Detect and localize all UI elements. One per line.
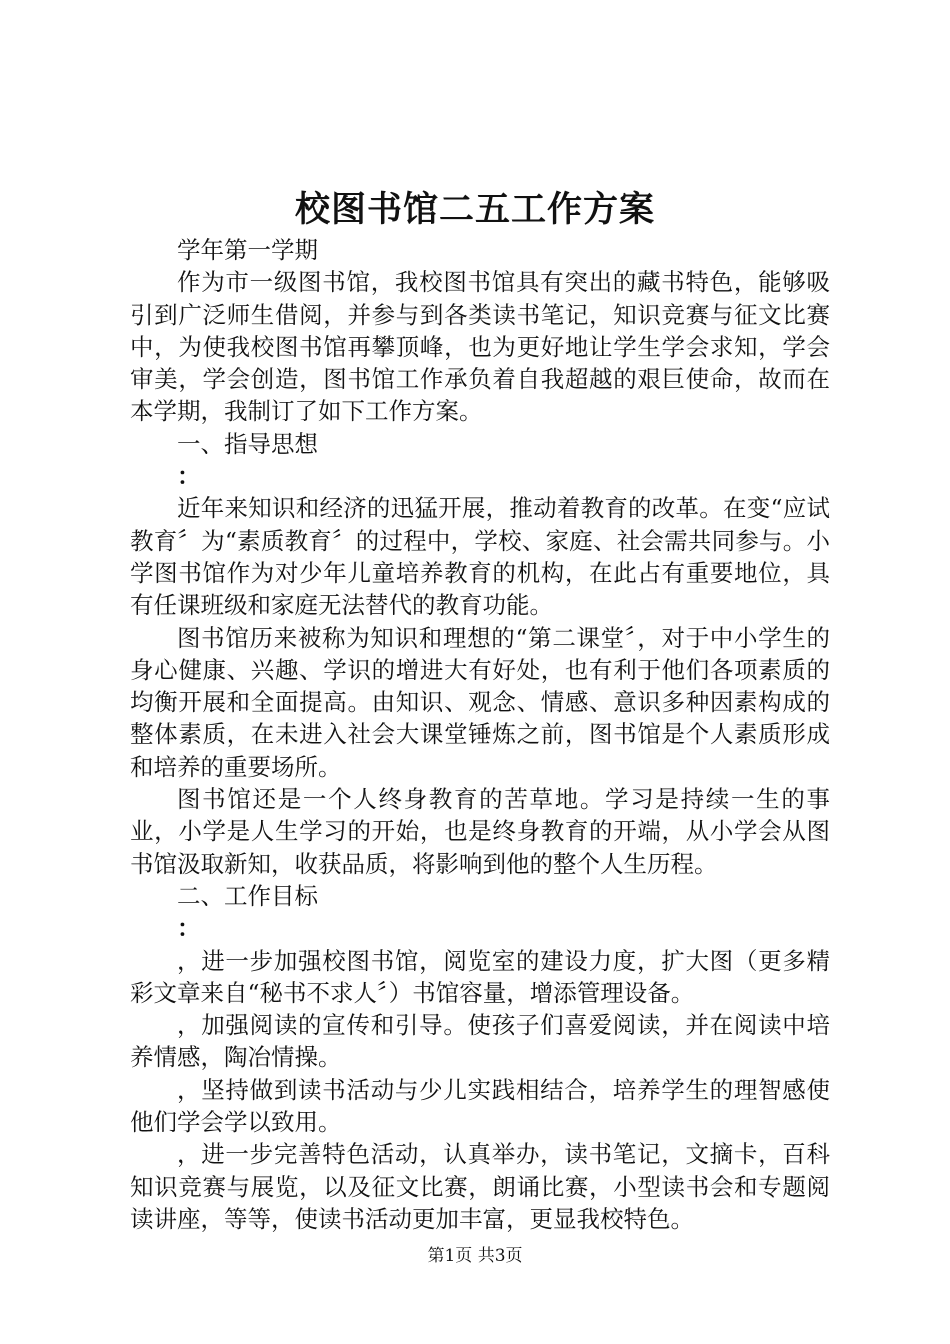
section-heading-work-goals: 二、工作目标: [177, 881, 318, 910]
paragraph-semester: 学年第一学期: [177, 236, 318, 264]
goal-item: ，坚持做到读书活动与少儿实践相结合，培养学生的理智感使他们学会学以致用。: [130, 1075, 830, 1137]
section-heading-guiding-ideology: 一、指导思想: [177, 429, 318, 458]
section-colon: ：: [177, 914, 201, 943]
paragraph-second-classroom: 图书馆历来被称为知识和理想的“第二课堂〞，对于中小学生的身心健康、兴趣、学识的增进大有好处，也有利于他们各项素质的均衡开展和全面提高。由知识、观念、情感、意识多种因素构成的整体素质，在未进入社会大课堂锤炼之前，图书馆是个人素质形成和培养的重要场所。: [130, 623, 830, 781]
paragraph-intro: 作为市一级图书馆，我校图书馆具有突出的藏书特色，能够吸引到广泛师生借阅，并参与到各类读书笔记，知识竞赛与征文比赛中，为使我校图书馆再攀顶峰，也为更好地让学生学会求知，学会审美，学会创造，图书馆工作承负着自我超越的艰巨使命，故而在本学期，我制订了如下工作方案。: [130, 268, 830, 426]
goal-item: ，进一步完善特色活动，认真举办，读书笔记，文摘卡，百科知识竞赛与展览，以及征文比赛，朗诵比赛，小型读书会和专题阅读讲座，等等，使读书活动更加丰富，更显我校特色。: [130, 1140, 830, 1233]
document-body: [130, 234, 830, 1235]
paragraph-lifelong-education: 图书馆还是一个人终身教育的苦草地。学习是持续一生的事业，小学是人生学习的开始，也是终身教育的开端，从小学会从图书馆汲取新知，收获品质，将影响到他的整个人生历程。: [130, 785, 830, 878]
document-title: 校图书馆二五工作方案: [294, 189, 655, 230]
goal-item: ，加强阅读的宣传和引导。使孩子们喜爱阅读，并在阅读中培养情感，陶冶情操。: [130, 1011, 830, 1072]
paragraph-education-reform: 近年来知识和经济的迅猛开展，推动着教育的改革。在变“应试教育〞为“素质教育〞的过程中，学校、家庭、社会需共同参与。小学图书馆作为对少年儿童培养教育的机构，在此占有重要地位，具有任课班级和家庭无法替代的教育功能。: [130, 494, 830, 620]
goal-item: ，进一步加强校图书馆，阅览室的建设力度，扩大图（更多精彩文章来自“秘书不求人〞）书馆容量，增添管理设备。: [130, 946, 830, 1007]
page-footer: 第1页 共3页: [427, 1246, 523, 1266]
section-colon: ：: [177, 462, 201, 491]
